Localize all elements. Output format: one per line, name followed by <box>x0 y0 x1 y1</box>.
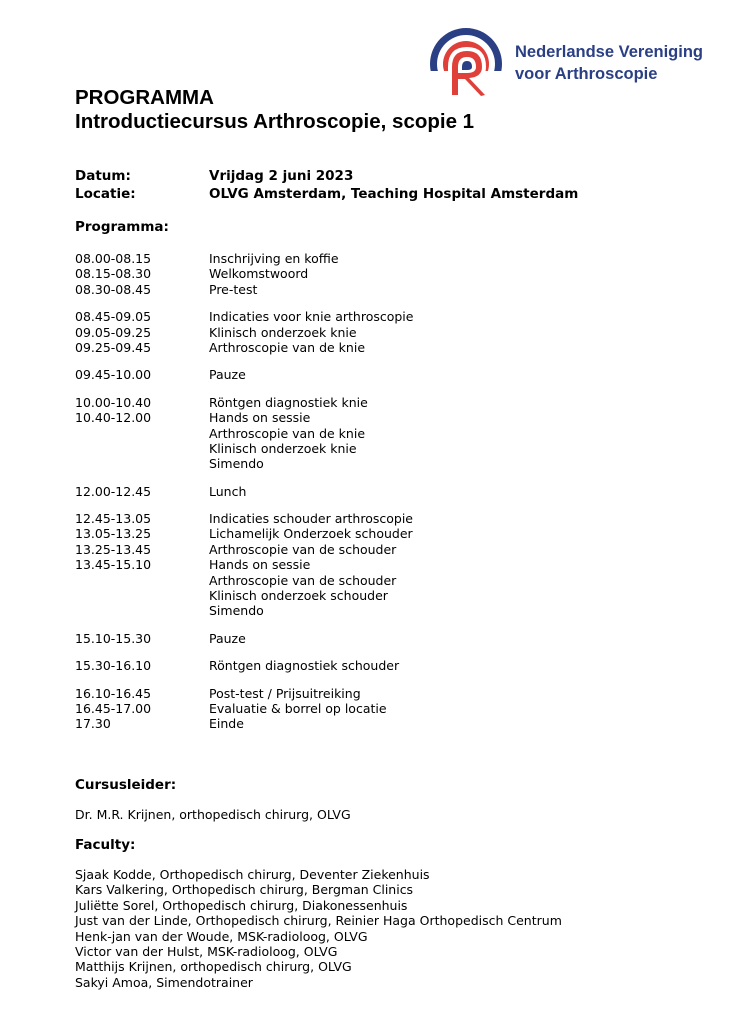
schedule-time: 08.30-08.45 <box>75 281 152 297</box>
faculty-heading: Faculty: <box>75 837 136 853</box>
schedule-activity: Inschrijving en koffie <box>209 251 339 266</box>
association-name-line1: Nederlandse Vereniging <box>515 43 703 61</box>
schedule-time: 10.40-12.00 <box>75 410 152 426</box>
faculty-member: Sakyi Amoa, Simendotrainer <box>75 974 253 990</box>
schedule-activity: Pauze <box>209 367 246 383</box>
schedule-activity: Lunch <box>209 483 247 499</box>
schedule-time: 08.00-08.15 <box>75 251 152 266</box>
schedule-time: 13.45-15.10 <box>75 557 152 573</box>
schedule-activity: Klinisch onderzoek knie <box>209 324 357 340</box>
schedule-activity: Hands on sessie <box>209 410 311 426</box>
page-title <box>75 86 474 134</box>
schedule-activity: Simendo <box>209 456 264 472</box>
schedule-time: 09.25-09.45 <box>75 339 152 355</box>
schedule-activity: Lichamelijk Onderzoek schouder <box>209 526 413 542</box>
schedule-activity: Pauze <box>209 630 246 646</box>
schedule-time: 12.45-13.05 <box>75 511 152 527</box>
location-label: Locatie: <box>75 186 136 202</box>
schedule-time: 09.05-09.25 <box>75 324 152 340</box>
schedule-time: 13.05-13.25 <box>75 526 152 542</box>
programma-heading: Programma: <box>75 219 169 235</box>
association-name-line2: voor Arthroscopie <box>515 65 658 83</box>
schedule-time: 10.00-10.40 <box>75 394 152 410</box>
course-title: Introductiecursus Arthroscopie, scopie 1 <box>75 110 475 133</box>
schedule-activity: Indicaties voor knie arthroscopie <box>209 309 414 325</box>
schedule-time: 08.15-08.30 <box>75 266 152 282</box>
schedule-activity: Röntgen diagnostiek schouder <box>209 658 400 674</box>
schedule-time: 09.45-10.00 <box>75 367 152 383</box>
schedule-time: 15.10-15.30 <box>75 630 152 646</box>
schedule-activity: Röntgen diagnostiek knie <box>209 394 368 410</box>
schedule-activity: Evaluatie & borrel op locatie <box>209 700 387 716</box>
faculty-list <box>75 867 562 990</box>
schedule-activity: Hands on sessie <box>209 557 311 573</box>
faculty-member: Kars Valkering, Orthopedisch chirurg, Bergman Clinics <box>75 882 414 898</box>
cursusleider-heading: Cursusleider: <box>75 777 177 793</box>
schedule-activity: Arthroscopie van de schouder <box>209 541 397 557</box>
schedule-time: 08.45-09.05 <box>75 309 152 325</box>
title-programma: PROGRAMMA <box>75 86 214 109</box>
association-name <box>515 41 703 85</box>
schedule-activity: Post-test / Prijsuitreiking <box>209 685 361 701</box>
schedule-activity: Welkomstwoord <box>209 266 309 282</box>
date-label: Datum: <box>75 168 131 184</box>
date-value: Vrijdag 2 juni 2023 <box>209 168 354 184</box>
faculty-member: Sjaak Kodde, Orthopedisch chirurg, Deventer Ziekenhuis <box>75 867 430 882</box>
schedule-time: 16.10-16.45 <box>75 685 152 701</box>
schedule-activity: Klinisch onderzoek knie <box>209 440 357 456</box>
schedule-activity: Arthroscopie van de knie <box>209 425 366 441</box>
schedule-activity: Pre-test <box>209 281 258 297</box>
schedule-time: 17.30 <box>75 716 111 732</box>
cursusleider-name: Dr. M.R. Krijnen, orthopedisch chirurg, OLVG <box>75 807 351 822</box>
faculty-member: Matthijs Krijnen, orthopedisch chirurg, OLVG <box>75 959 352 975</box>
faculty-member: Just van der Linde, Orthopedisch chirurg, Reinier Haga Orthopedisch Centrum <box>75 913 562 929</box>
schedule-time: 16.45-17.00 <box>75 700 152 716</box>
schedule-time: 13.25-13.45 <box>75 541 152 557</box>
faculty-member: Juliëtte Sorel, Orthopedisch chirurg, Diakonessenhuis <box>75 897 408 913</box>
schedule-activity: Einde <box>209 716 244 732</box>
schedule-time: 15.30-16.10 <box>75 658 152 674</box>
schedule-activity: Indicaties schouder arthroscopie <box>209 511 413 527</box>
faculty-member: Victor van der Hulst, MSK-radioloog, OLVG <box>75 944 338 960</box>
location-value: OLVG Amsterdam, Teaching Hospital Amsterdam <box>209 186 579 202</box>
schedule-activity: Arthroscopie van de knie <box>209 339 366 355</box>
schedule-activity: Arthroscopie van de schouder <box>209 572 397 588</box>
schedule-time: 12.00-12.45 <box>75 483 152 499</box>
schedule-activity: Simendo <box>209 603 264 619</box>
faculty-member: Henk-jan van der Woude, MSK-radioloog, OLVG <box>75 928 368 944</box>
schedule-activity: Klinisch onderzoek schouder <box>209 588 388 604</box>
